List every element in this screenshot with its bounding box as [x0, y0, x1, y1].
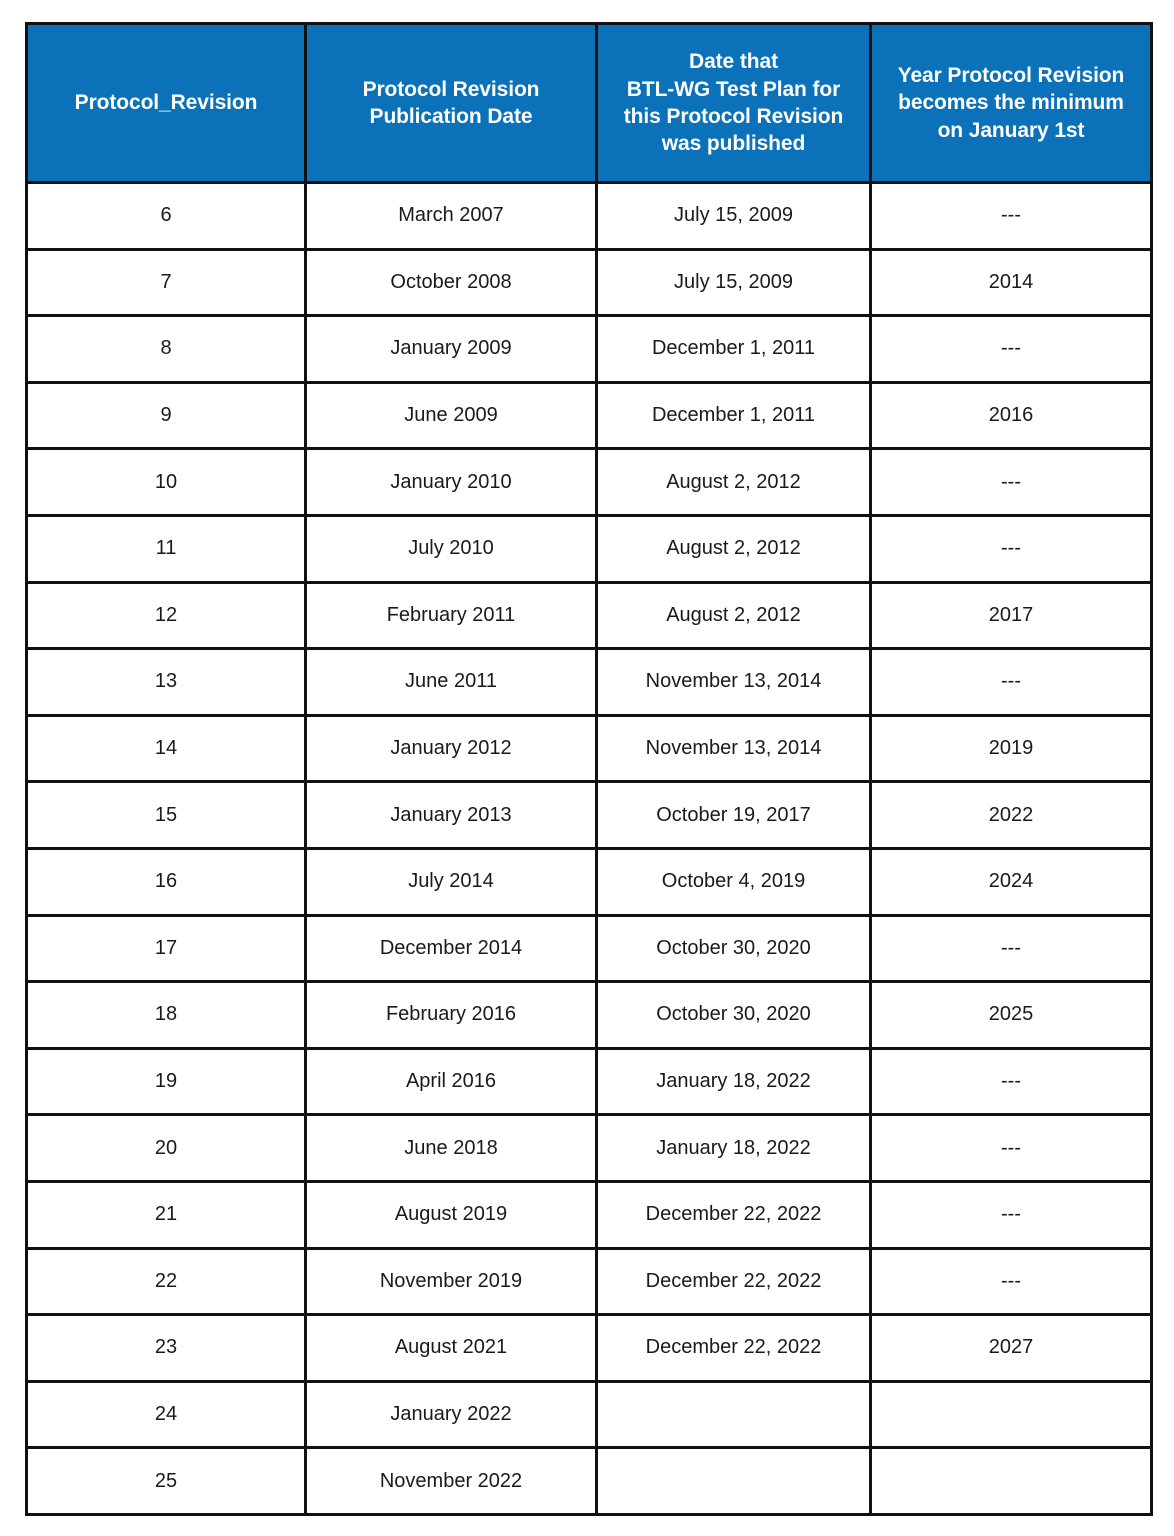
- cell-protocol-revision: 8: [27, 316, 306, 383]
- cell-publication-date: July 2014: [306, 848, 597, 915]
- cell-protocol-revision: 22: [27, 1248, 306, 1315]
- table-row: [27, 715, 1152, 782]
- cell-protocol-revision: 13: [27, 649, 306, 716]
- table-row: [27, 982, 1152, 1049]
- cell-test-plan-date: January 18, 2022: [597, 1048, 871, 1115]
- cell-publication-date: January 2012: [306, 715, 597, 782]
- cell-protocol-revision: 6: [27, 183, 306, 250]
- column-header-protocol-revision: [27, 24, 306, 183]
- table-row: [27, 1115, 1152, 1182]
- cell-minimum-year: ---: [871, 915, 1152, 982]
- cell-publication-date: February 2016: [306, 982, 597, 1049]
- table-header: [27, 24, 1152, 183]
- cell-test-plan-date: December 22, 2022: [597, 1315, 871, 1382]
- cell-test-plan-date: October 30, 2020: [597, 915, 871, 982]
- cell-publication-date: April 2016: [306, 1048, 597, 1115]
- cell-publication-date: March 2007: [306, 183, 597, 250]
- cell-test-plan-date: October 4, 2019: [597, 848, 871, 915]
- table-row: [27, 382, 1152, 449]
- cell-publication-date: January 2010: [306, 449, 597, 516]
- table-row: [27, 1315, 1152, 1382]
- cell-minimum-year: 2027: [871, 1315, 1152, 1382]
- cell-test-plan-date: October 19, 2017: [597, 782, 871, 849]
- header-line: on January 1st: [937, 118, 1085, 142]
- table-row: [27, 515, 1152, 582]
- header-line: this Protocol Revision: [623, 105, 844, 128]
- cell-minimum-year: ---: [871, 515, 1152, 582]
- cell-protocol-revision: 11: [27, 515, 306, 582]
- cell-publication-date: November 2019: [306, 1248, 597, 1315]
- cell-test-plan-date: July 15, 2009: [597, 249, 871, 316]
- cell-protocol-revision: 23: [27, 1315, 306, 1382]
- cell-test-plan-date: January 18, 2022: [597, 1115, 871, 1182]
- table-row: [27, 1181, 1152, 1248]
- cell-minimum-year: 2022: [871, 782, 1152, 849]
- cell-minimum-year: 2014: [871, 249, 1152, 316]
- cell-minimum-year: 2024: [871, 848, 1152, 915]
- header-line: Year Protocol Revision: [897, 64, 1125, 88]
- cell-publication-date: November 2022: [306, 1448, 597, 1515]
- cell-protocol-revision: 21: [27, 1181, 306, 1248]
- cell-publication-date: January 2013: [306, 782, 597, 849]
- header-line: becomes the minimum: [898, 91, 1124, 115]
- cell-minimum-year: ---: [871, 1048, 1152, 1115]
- cell-minimum-year: ---: [871, 183, 1152, 250]
- header-line: was published: [661, 132, 806, 156]
- cell-publication-date: June 2018: [306, 1115, 597, 1182]
- cell-test-plan-date: August 2, 2012: [597, 582, 871, 649]
- cell-protocol-revision: 12: [27, 582, 306, 649]
- table-row: [27, 848, 1152, 915]
- cell-test-plan-date: [597, 1448, 871, 1515]
- cell-test-plan-date: December 1, 2011: [597, 316, 871, 383]
- protocol-revision-table-container: [25, 22, 1150, 1516]
- cell-publication-date: February 2011: [306, 582, 597, 649]
- cell-protocol-revision: 25: [27, 1448, 306, 1515]
- cell-protocol-revision: 9: [27, 382, 306, 449]
- cell-test-plan-date: [597, 1381, 871, 1448]
- cell-publication-date: June 2011: [306, 649, 597, 716]
- cell-publication-date: June 2009: [306, 382, 597, 449]
- cell-minimum-year: ---: [871, 1248, 1152, 1315]
- table-row: [27, 1048, 1152, 1115]
- table-row: [27, 1448, 1152, 1515]
- cell-minimum-year: [871, 1381, 1152, 1448]
- table-row: [27, 782, 1152, 849]
- cell-minimum-year: 2025: [871, 982, 1152, 1049]
- cell-test-plan-date: December 22, 2022: [597, 1181, 871, 1248]
- cell-minimum-year: ---: [871, 316, 1152, 383]
- cell-protocol-revision: 17: [27, 915, 306, 982]
- table-row: [27, 582, 1152, 649]
- cell-publication-date: October 2008: [306, 249, 597, 316]
- cell-test-plan-date: August 2, 2012: [597, 515, 871, 582]
- header-line: Protocol Revision: [362, 77, 540, 101]
- cell-test-plan-date: October 30, 2020: [597, 982, 871, 1049]
- cell-publication-date: August 2021: [306, 1315, 597, 1382]
- cell-publication-date: January 2009: [306, 316, 597, 383]
- cell-protocol-revision: 7: [27, 249, 306, 316]
- cell-minimum-year: ---: [871, 649, 1152, 716]
- cell-publication-date: July 2010: [306, 515, 597, 582]
- cell-minimum-year: ---: [871, 1181, 1152, 1248]
- cell-test-plan-date: December 22, 2022: [597, 1248, 871, 1315]
- table-row: [27, 1381, 1152, 1448]
- cell-minimum-year: ---: [871, 449, 1152, 516]
- cell-publication-date: December 2014: [306, 915, 597, 982]
- cell-publication-date: January 2022: [306, 1381, 597, 1448]
- cell-test-plan-date: November 13, 2014: [597, 649, 871, 716]
- table-row: [27, 449, 1152, 516]
- cell-publication-date: August 2019: [306, 1181, 597, 1248]
- cell-protocol-revision: 16: [27, 848, 306, 915]
- header-line: BTL-WG Test Plan for: [626, 77, 841, 101]
- cell-protocol-revision: 20: [27, 1115, 306, 1182]
- cell-protocol-revision: 18: [27, 982, 306, 1049]
- cell-test-plan-date: November 13, 2014: [597, 715, 871, 782]
- table-row: [27, 649, 1152, 716]
- cell-protocol-revision: 19: [27, 1048, 306, 1115]
- header-line: Date that: [689, 50, 778, 74]
- table-row: [27, 249, 1152, 316]
- cell-test-plan-date: December 1, 2011: [597, 382, 871, 449]
- cell-minimum-year: [871, 1448, 1152, 1515]
- cell-test-plan-date: July 15, 2009: [597, 183, 871, 250]
- protocol-revision-table: [25, 22, 1153, 1516]
- cell-minimum-year: 2019: [871, 715, 1152, 782]
- header-line: Protocol_Revision: [74, 91, 258, 115]
- table-row: [27, 316, 1152, 383]
- cell-minimum-year: 2016: [871, 382, 1152, 449]
- cell-minimum-year: ---: [871, 1115, 1152, 1182]
- table-header-row: [27, 24, 1152, 183]
- table-row: [27, 1248, 1152, 1315]
- cell-protocol-revision: 14: [27, 715, 306, 782]
- cell-minimum-year: 2017: [871, 582, 1152, 649]
- column-header-minimum-year: [871, 24, 1152, 183]
- cell-protocol-revision: 24: [27, 1381, 306, 1448]
- cell-protocol-revision: 15: [27, 782, 306, 849]
- cell-test-plan-date: August 2, 2012: [597, 449, 871, 516]
- table-row: [27, 915, 1152, 982]
- table-body: [27, 183, 1152, 1515]
- table-row: [27, 183, 1152, 250]
- column-header-test-plan-date: [597, 24, 871, 183]
- header-line: Publication Date: [369, 105, 533, 128]
- column-header-publication-date: [306, 24, 597, 183]
- cell-protocol-revision: 10: [27, 449, 306, 516]
